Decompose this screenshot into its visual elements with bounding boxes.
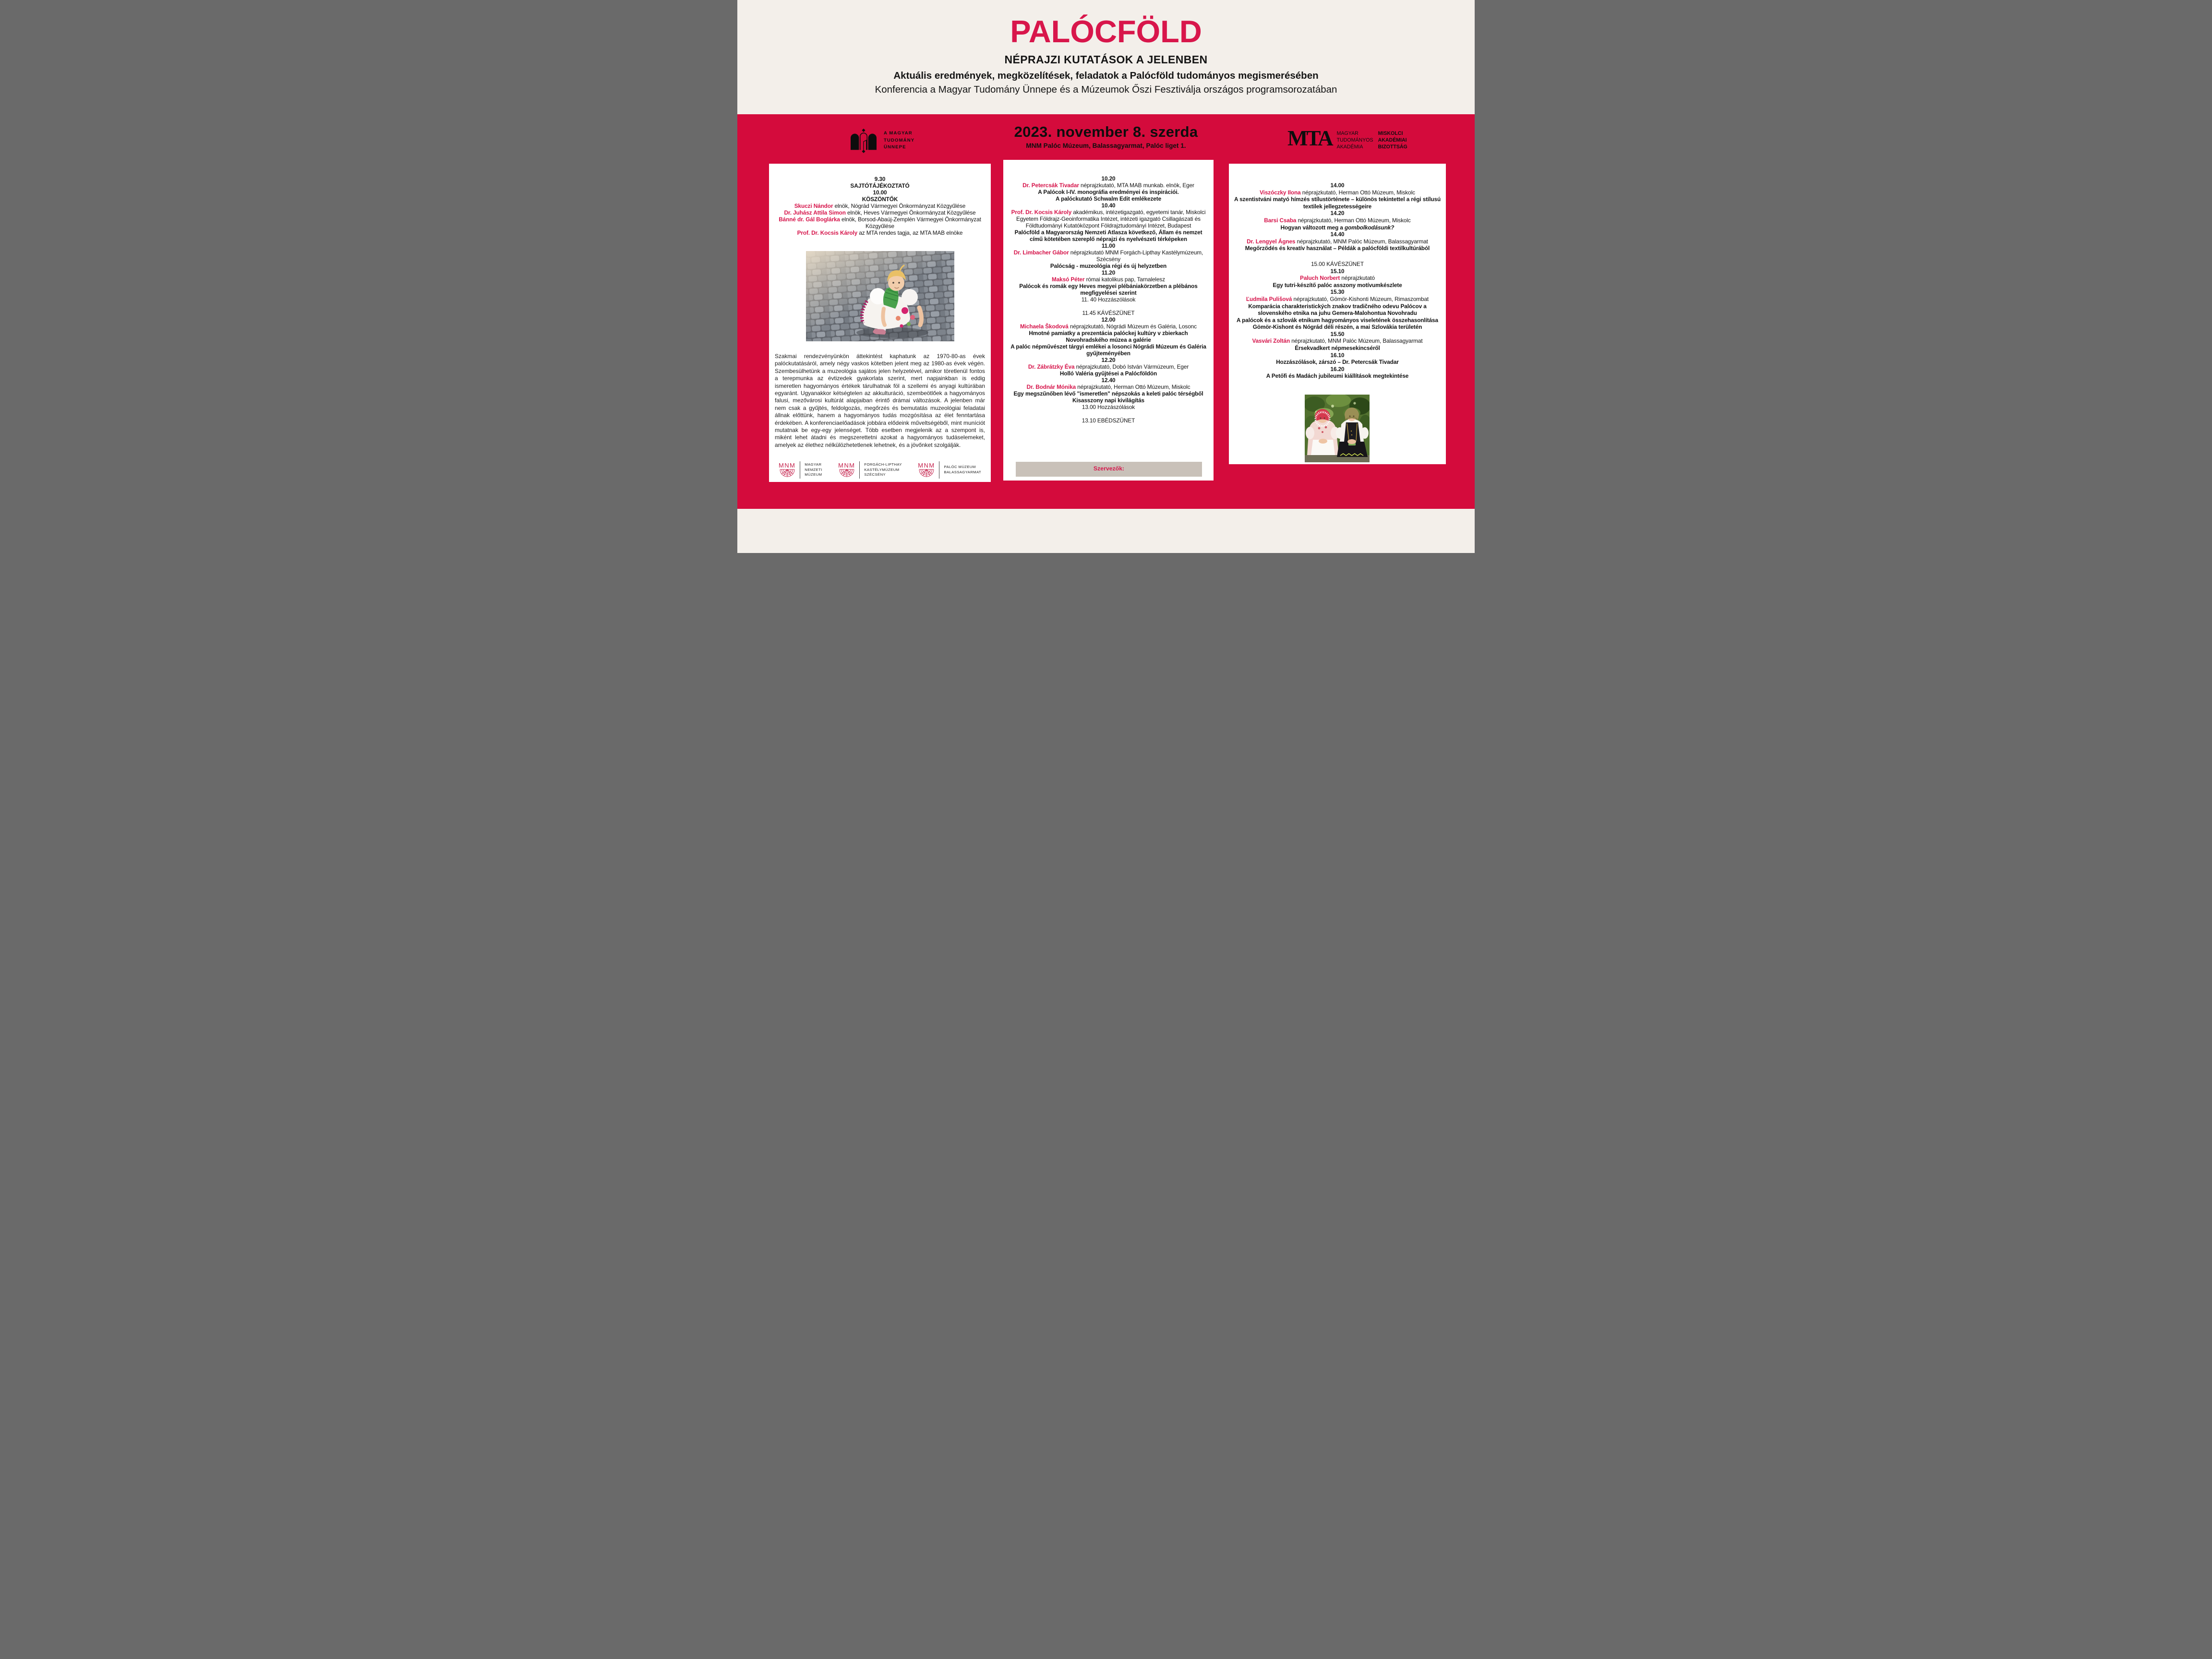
schedule-line: Prof. Dr. Kocsis Károly az MTA rendes tagja, az MTA MAB elnöke (797, 229, 963, 236)
mnm-fan-mark: MNM (779, 462, 795, 478)
logo-divider (859, 461, 860, 479)
speaker-name: Dr. Petercsák Tivadar (1022, 182, 1079, 189)
schedule-line: 14.20 (1330, 210, 1345, 217)
schedule-line: 16.20 (1330, 365, 1345, 373)
schedule-line: Prof. Dr. Kocsis Károly akadémikus, intézetigazgató, egyetemi tanár, Miskolci Egyetem Földrajz-Geoinformatika Intézet, intézeti igazgató Csillagászati és Földtudományi Kutatóközpont Földrajztudományi Intézet, Budapest (1011, 209, 1206, 229)
speaker-name: Bánné dr. Gál Boglárka (779, 216, 840, 223)
schedule-line: 13.00 Hozzászólások (1082, 404, 1135, 410)
schedule-line: 10.40 (1101, 202, 1116, 209)
mta-name: MAGYAR TUDOMÁNYOS AKADÉMIA (1336, 131, 1373, 150)
schedule-line: Hmotné pamiatky a prezentácia palóckej kultúry v zbierkach Novohradského múzea a galérie (1029, 330, 1188, 343)
poster-subtitle-secondary: Aktuális eredmények, megközelítések, feladatok a Palócföld tudományos megismerésében (893, 70, 1319, 81)
mnm-fan-icon (839, 469, 855, 478)
schedule-line: 14.40 (1330, 231, 1345, 238)
mnm-museum-logo (779, 461, 822, 479)
schedule-list-morning (769, 164, 991, 236)
speaker-name: Maksó Péter (1051, 276, 1085, 283)
schedule-line: Egy tutri-készítő palóc asszony motívumkészlete (1273, 281, 1402, 289)
program-card-afternoon (1229, 164, 1446, 464)
schedule-line: Holló Valéria gyűjtései a Palócföldön (1059, 370, 1157, 377)
schedule-line: 15.10 (1330, 267, 1345, 275)
poster-subtitle-tertiary: Konferencia a Magyar Tudomány Ünnepe és a Múzeumok Őszi Fesztiválja országos programsorozatában (875, 84, 1337, 95)
schedule-line: Egy megszűnőben lévő "ismeretlen" népszokás a keleti palóc térségből (1013, 390, 1203, 397)
schedule-line: Dr. Zábrátzky Éva néprajzkutató, Dobó István Vármúzeum, Eger (1028, 363, 1189, 370)
speaker-name: Skuczi Nándor (794, 203, 833, 209)
schedule-line: A Palócok I-IV. monográfia eredményei és inspirációi. (1038, 189, 1179, 195)
speaker-name: Vasvári Zoltán (1252, 337, 1290, 345)
schedule-list-midday (1003, 160, 1214, 424)
schedule-line: Hozzászólások, zárszó – Dr. Petercsák Tivadar (1276, 359, 1399, 366)
schedule-line: A Petőfi és Madách jubileumi kiállítások megtekintése (1266, 373, 1409, 380)
schedule-line: Ľudmila Pulišová néprajzkutató, Gömör-Kishonti Múzeum, Rimaszombat (1246, 295, 1429, 302)
schedule-line: 11.20 (1101, 269, 1116, 276)
mnm-logo-text: MAGYAR NEMZETI MÚZEUM (805, 462, 822, 477)
speaker-name: Dr. Bodnár Mónika (1026, 384, 1076, 390)
event-venue: MNM Palóc Múzeum, Balassagyarmat, Palóc liget 1. (1026, 142, 1186, 149)
speaker-name: Dr. Limbacher Gábor (1013, 249, 1069, 256)
poster-subtitle-main: NÉPRAJZI KUTATÁSOK A JELENBEN (1004, 53, 1208, 66)
schedule-line: 9.30 (874, 176, 886, 182)
mtu-logo-text: A MAGYAR TUDOMÁNY ÜNNEPE (884, 131, 915, 150)
mnm-fan-mark: MNM (918, 462, 935, 478)
mta-branch: MISKOLCI AKADÉMIAI BIZOTTSÁG (1378, 131, 1407, 150)
schedule-line: Kisasszony napi kivilágítás (1072, 397, 1145, 404)
schedule-line: A palócok és a szlovák etnikum hagyományos viseletének összehasonlítása Gömör-Kishont és Nógrád déli részén, a mai Szlovákia területén (1237, 316, 1438, 331)
mnm-museum-logo (918, 461, 981, 479)
organizers-box (1016, 462, 1202, 477)
schedule-line (1234, 252, 1441, 261)
schedule-line: 13.10 EBÉDSZÜNET (1082, 417, 1135, 424)
speaker-name: Michaela Škodová (1020, 323, 1069, 330)
program-card-midday (1003, 160, 1214, 481)
schedule-line: Dr. Limbacher Gábor néprajzkutató MNM Forgách-Lipthay Kastélymúzeum, Szécsény (1013, 249, 1203, 263)
schedule-line (1008, 410, 1209, 417)
mta-mab-logo (1287, 126, 1407, 151)
schedule-line (1008, 303, 1209, 310)
schedule-line: 15.00 KÁVÉSZÜNET (1311, 260, 1364, 267)
schedule-line: Skuczi Nándor elnök, Nógrád Vármegyei Önkormányzat Közgyűlése (794, 203, 966, 209)
schedule-line: Viszóczky Ilona néprajzkutató, Herman Ottó Múzeum, Miskolc (1260, 189, 1415, 196)
schedule-line: 10.20 (1101, 175, 1116, 182)
schedule-line: Michaela Škodová néprajzkutató, Nógrádi Múzeum és Galéria, Losonc (1020, 323, 1197, 330)
schedule-line: Megőrződés és kreatív használat – Példák a palócföldi textilkultúrából (1245, 245, 1430, 252)
photo-child-folk-costume (806, 251, 954, 341)
schedule-line: A szentistváni matyó hímzés stílustörténete – különös tekintettel a régi stílusú textilek jellegzetességeire (1234, 196, 1441, 210)
conference-poster (737, 0, 1475, 553)
mnm-logo-text: FORGÁCH-LIPTHAY KASTÉLYMÚZEUM SZÉCSÉNY (864, 462, 902, 477)
schedule-line: Komparácia charakteristických znakov tradičného odevu Palócov a slovenského etnika na juhu Gemera-Malohontua Novohradu (1248, 302, 1427, 317)
schedule-line: Palócföld a Magyarország Nemzeti Atlasza következő, Állam és nemzet című kötetében szereplő néprajzi és nyelvészeti térképeken (1014, 229, 1202, 242)
speaker-name: Dr. Lengyel Ágnes (1247, 238, 1296, 245)
speaker-name: Prof. Dr. Kocsis Károly (797, 229, 858, 236)
schedule-line: Vasvári Zoltán néprajzkutató, MNM Palóc Múzeum, Balassagyarmat (1252, 337, 1423, 345)
schedule-line: Paluch Norbert néprajzkutató (1300, 275, 1375, 282)
schedule-line: 11.45 KÁVÉSZÜNET (1082, 310, 1135, 316)
schedule-line: Barsi Csaba néprajzkutató, Herman Ottó Múzeum, Miskolc (1264, 216, 1411, 224)
schedule-line: 14.00 (1330, 182, 1345, 189)
intro-paragraph: Szakmai rendezvényünkön áttekintést kaphatunk az 1970-80-as évek palóckutatásáról, amely négy vaskos kötetben jelent meg az 1980-as évek végén. Szembesülhetünk a muzeológia sajátos jelen helyzetével, amikor töretlenül fontos a terepmunka az évtizedek gyakorlata szerint, mert napjainkban is eddig ismeretlen hagyományos értékek tárulhatnak föl a szellemi és anyagi kultúrában egyaránt. Ugyanakkor kétségtelen az akkulturáció, szembeötlőek a hagyományos falusi, mezővárosi kultúrát alapjaiban érintő drámai változások. A jelenben már nem csak a gyűjtés, feldolgozás, megőrzés és bemutatás muzeológiai feladatai állnak előttünk, hanem a hagyományos tudás mozgósítása az élet fenntartása érdekében. A konferenciaelőadások jobbára elődeink műveltségéből, mint muníciót mutatnak be egy-egy jelenséget. Több esetben megjelenik az a szempont is, miként lehet átadni és megszerettetni azokat a hagyományos tudáselemeket, amelyek az élethez nélkülözhetetlenek lehetnek, és a jövőnket szolgálják. (775, 353, 985, 448)
schedule-line: Dr. Bodnár Mónika néprajzkutató, Herman Ottó Múzeum, Miskolc (1026, 384, 1190, 390)
schedule-line: Palócság - muzeológia régi és új helyzetben (1050, 263, 1167, 269)
event-date: 2023. november 8. szerda (1014, 123, 1198, 140)
speaker-name: Viszóczky Ilona (1260, 189, 1301, 196)
program-card-morning (769, 164, 991, 482)
speaker-name: Barsi Csaba (1264, 216, 1297, 224)
mta-acronym: MTA (1287, 126, 1332, 150)
schedule-line: 12.20 (1101, 357, 1116, 363)
speaker-name: Prof. Dr. Kocsis Károly (1011, 209, 1072, 216)
schedule-line: Maksó Péter római katolikus pap, Tarnalelesz (1051, 276, 1166, 283)
speaker-name: Ľudmila Pulišová (1246, 295, 1292, 302)
mnm-logo-text: PALÓC MÚZEUM BALASSAGYARMAT (944, 465, 981, 474)
partner-logos (779, 461, 981, 479)
schedule-line: 12.00 (1101, 316, 1116, 323)
schedule-line: KÖSZÖNTŐK (862, 196, 898, 203)
poster-header (737, 0, 1475, 114)
schedule-line: 12.40 (1101, 377, 1116, 384)
schedule-list-afternoon (1229, 164, 1446, 380)
schedule-line: Palócok és romák egy Heves megyei plébániakörzetben a plébános megfigyelései szerint (1019, 283, 1198, 296)
schedule-line: 11.00 (1101, 242, 1116, 249)
photo-women-folk-costume (1305, 395, 1370, 462)
schedule-line: Dr. Lengyel Ágnes néprajzkutató, MNM Palóc Múzeum, Balassagyarmat (1247, 238, 1428, 245)
schedule-line: Hogyan változott meg a gombolkodásunk? (1280, 224, 1395, 231)
schedule-line: 11. 40 Hozzászólások (1081, 296, 1136, 303)
mnm-fan-icon (918, 469, 935, 478)
poster-title: PALÓCFÖLD (1010, 14, 1202, 49)
mnm-fan-mark: MNM (838, 462, 855, 478)
speaker-name: Paluch Norbert (1300, 275, 1340, 282)
schedule-line: Dr. Petercsák Tivadar néprajzkutató, MTA MAB munkab. elnök, Eger (1022, 182, 1194, 189)
schedule-line: A palóckutató Schwalm Edit emlékezete (1055, 195, 1162, 202)
speaker-name: Dr. Zábrátzky Éva (1028, 363, 1075, 370)
organizers-heading: Szervezők: (1093, 465, 1125, 472)
schedule-line: 16.10 (1330, 351, 1345, 359)
schedule-line: Bánné dr. Gál Boglárka elnök, Borsod-Abaúj-Zemplén Vármegyei Önkormányzat Közgyűlése (779, 216, 981, 229)
schedule-line: SAJTÓTÁJÉKOZTATÓ (850, 182, 910, 189)
mnm-fan-icon (779, 469, 795, 478)
schedule-line: 10.00 (873, 189, 887, 196)
schedule-line: A palóc népművészet tárgyi emlékei a losonci Nógrádi Múzeum és Galéria gyűjteményében (1010, 343, 1206, 357)
mnm-museum-logo (838, 461, 902, 479)
speaker-name: Dr. Juhász Attila Simon (784, 209, 846, 216)
schedule-line: Dr. Juhász Attila Simon elnök, Heves Vármegyei Önkormányzat Közgyűlése (784, 209, 976, 216)
schedule-line: 15.30 (1330, 289, 1345, 296)
schedule-line: Érsekvadkert népmesekincséről (1295, 345, 1380, 352)
schedule-line: 15.50 (1330, 330, 1345, 337)
